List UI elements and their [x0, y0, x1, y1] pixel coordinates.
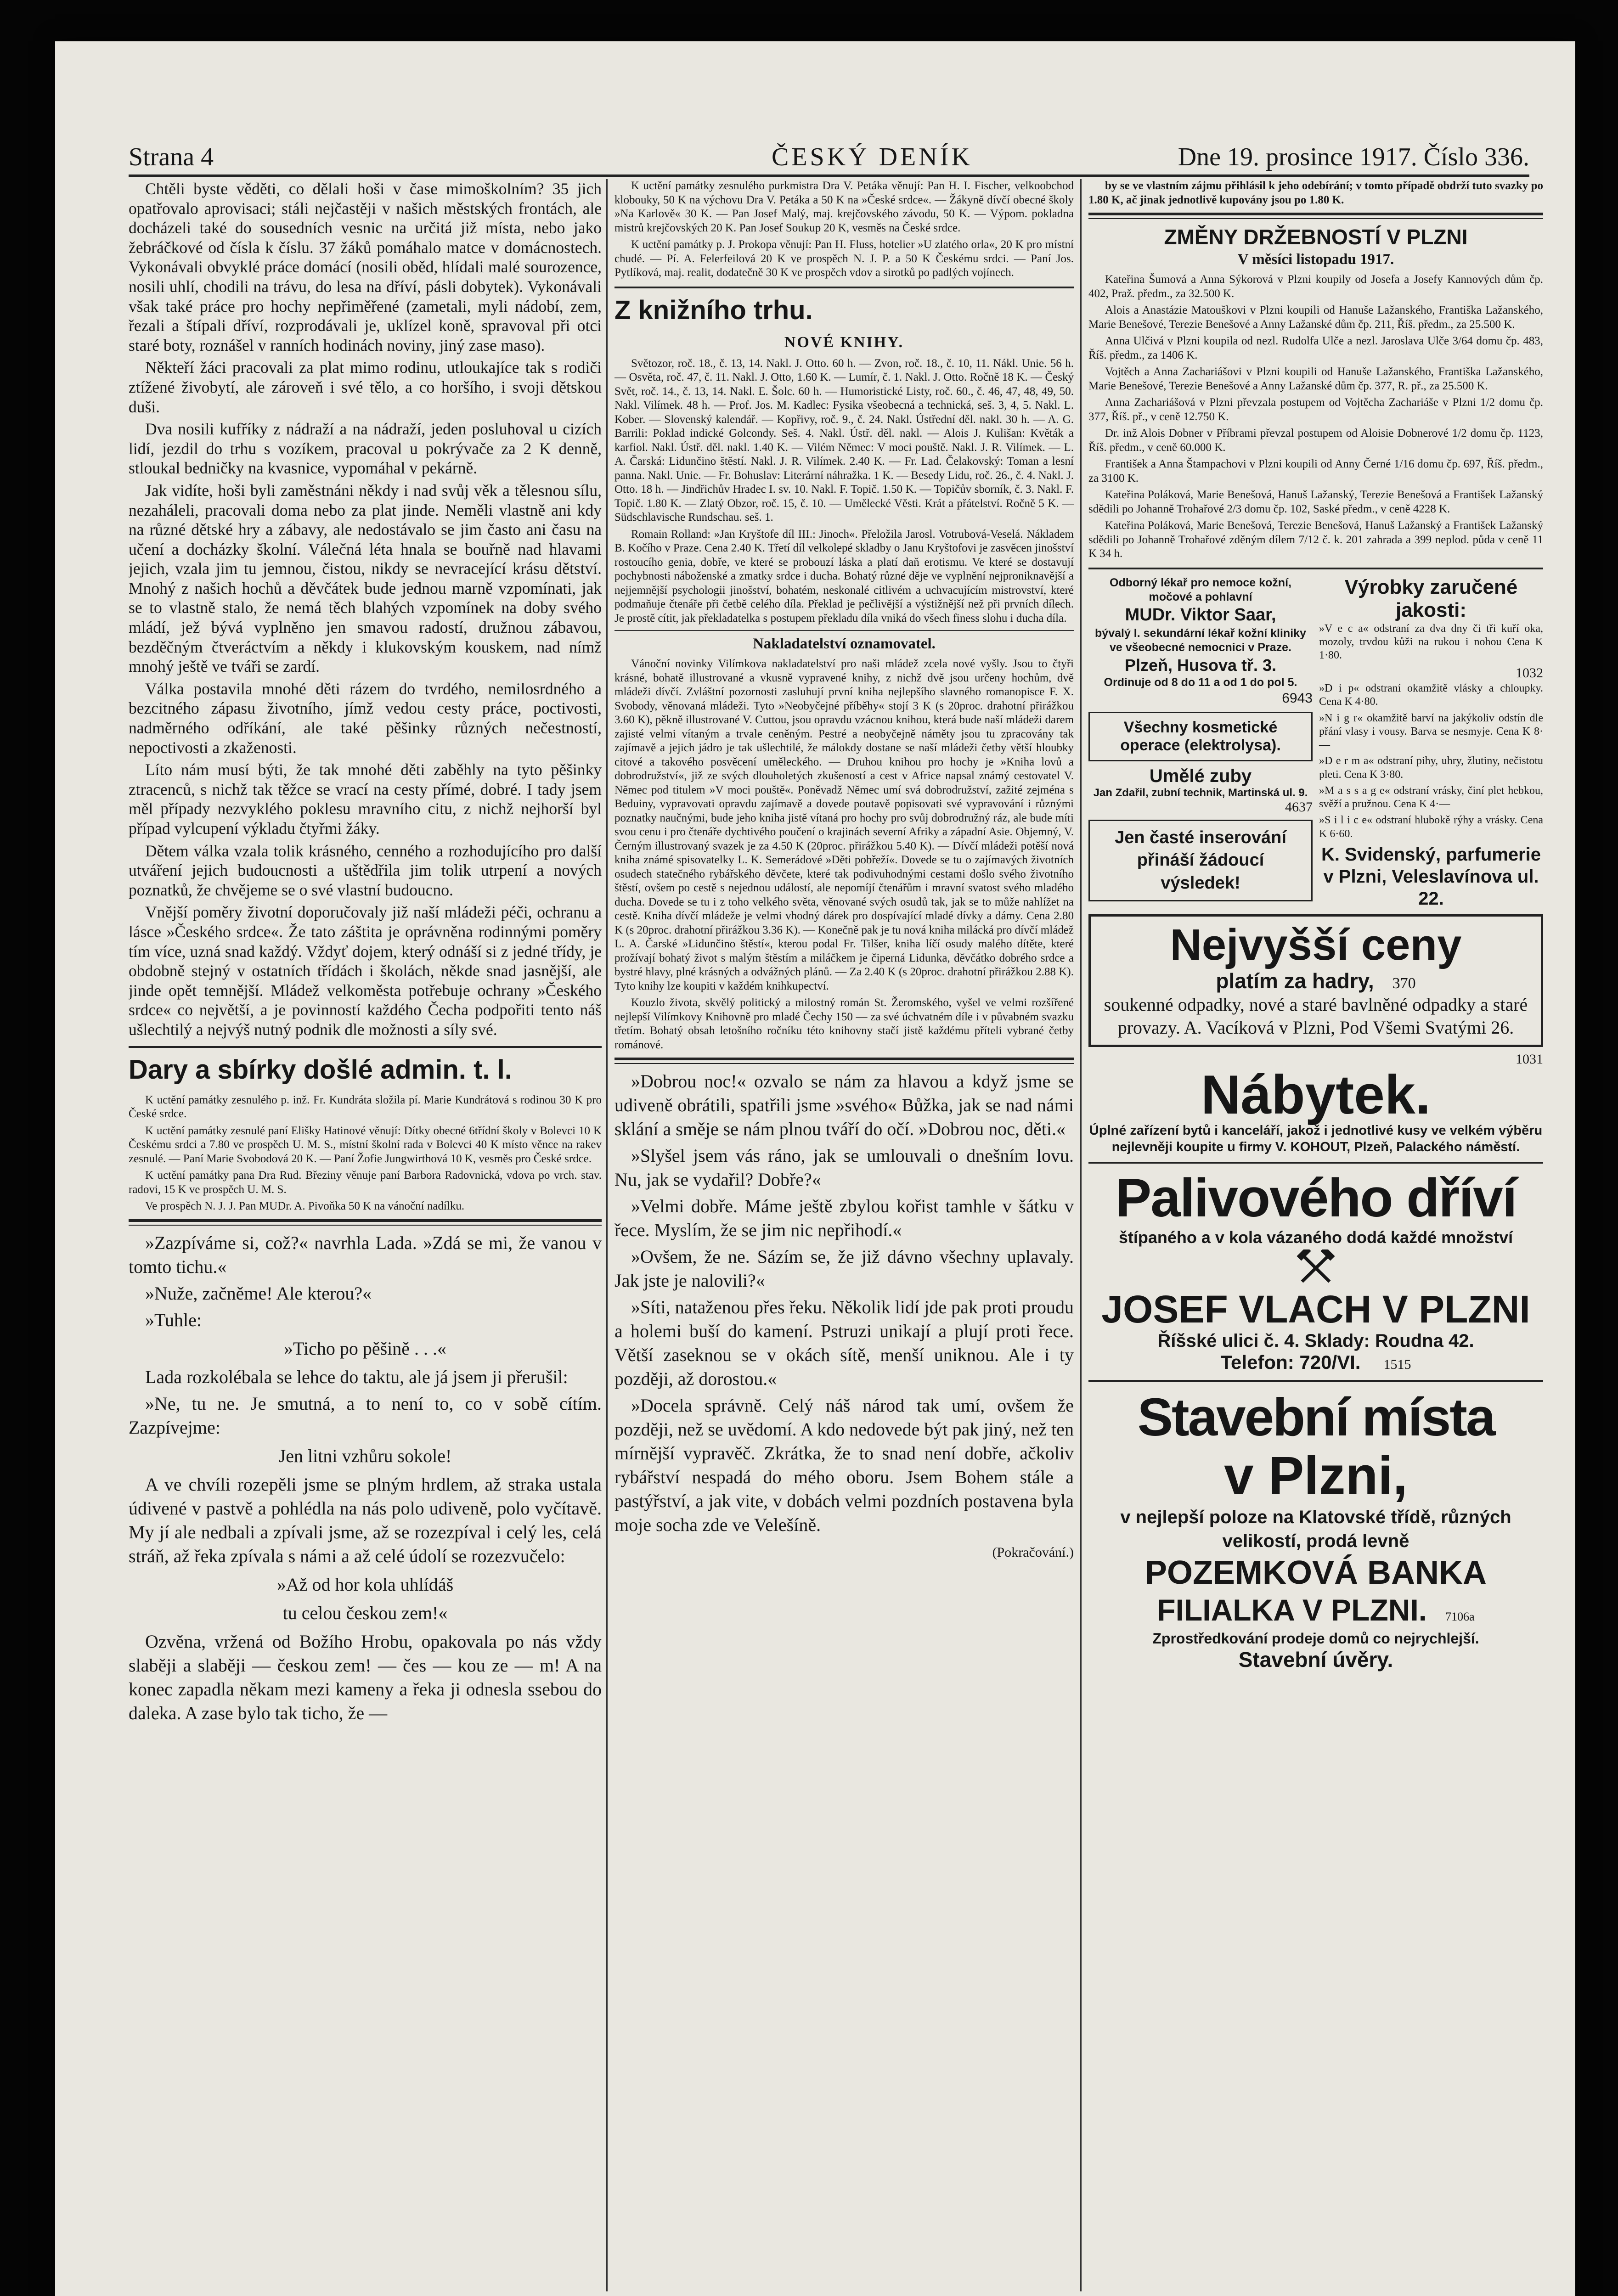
- donation-entry: K uctění památky pana Dra Rud. Březiny věnuje paní Barbora Radovnická, vdova po vrch. stav. radovi, 15 K ve prospěch U. M. S.: [129, 1169, 602, 1196]
- article-paragraph: Líto nám musí býti, že tak mnohé děti zaběhly na tyto pěšinky ztracenců, s nichž tak těžce se vrací na cesty přímé, dobré. I tady jsem měl případy nezvyklého poklesu mravního citu, z nichž nejhorší byl případ vylcupení výkladu čtyřmi žáky.: [129, 760, 602, 838]
- page-number: Strana 4: [129, 143, 214, 171]
- furniture-ad: [1088, 1052, 1543, 1156]
- memorial-donations: [615, 179, 1074, 280]
- story-paragraph: »Docela správně. Celý náš národ tak umí, ovšem že později, než se uvědomí. A kdo nedovede být pak jiný, než ten mírnější vypravěč. Zkrátka, že to snad není dobře, ačkoliv rybářství nespadá do mého oboru. Jsem Bohem stále a pastýřství, a jak vite, v dobách velmi pozdních postavena byla moje socha zde ve Velešíně.: [615, 1395, 1074, 1535]
- firewood-ad: [1088, 1170, 1543, 1373]
- product-item: »N i g r« okamžitě barví na jakýkoliv odstín dle přání vlasy i vousy. Barva se nesmyje. Cena K 8·—: [1319, 712, 1543, 751]
- donation-entry: K uctění památky zesnulého purkmistra Dra V. Petáka věnují: Pan H. I. Fischer, velkoobchod klobouky, 50 K na výchovu Dra V. Petáka a 50 K na »České srdce«. — Žákyně dívčí obecné školy »Na Karlově« 30 K. — Pan Josef Malý, maj. krejčovského závodu, 50 K. — Výpom. pokladna mistrů krejčovských 20 K. Pan Josef Soukup 20 K, vesměs na České srdce.: [615, 180, 1074, 234]
- story-paragraph: »Dobrou noc!« ozvalo se nám za hlavou a když jsme se udiveně obrátili, spatřili jsme »svého« Bůžka, jak se nad námi sklání a směje se nám plnou tváří do očí. »Dobrou noc, děti.«: [615, 1071, 1074, 1139]
- column-1: [129, 179, 602, 2296]
- publisher-heading: Nakladatelství oznamovatel.: [753, 636, 936, 652]
- issue-date: Dne 19. prosince 1917. Číslo 336.: [1178, 143, 1529, 171]
- ownership-entry: Vojtěch a Anna Zachariášovi v Plzni koupili od Hanuše Lažanského, Františka Lažanského, Marie Benešové, Terezie Benešové a Anny Lažanské dům čp. 377, R. př., za 25.500 K.: [1088, 366, 1543, 392]
- publisher-notices: [615, 657, 1074, 1052]
- bank-name: POZEMKOVÁ BANKA: [1144, 1554, 1487, 1591]
- article-paragraph: Chtěli byste věděti, co dělali hoši v čase mimoškolním? 35 jich opatřovalo aprovisaci; stáli nejčastěji v našich městských frontách, ale docházeli také do sousedních vesnic na určitá již místa, nebo jako žebráčkové od čísla k číslu. 37 žáků pomáhalo matce v domácnostech. Vykonávali obvyklé práce domácí (nosili oběd, hlídali malé sourozence, nosili uhlí, chodili na trávu, do lesa na dříví, pásli dobytek). Vykonávali však také práce pro hochy nepřiměřené (zametali, myli nádobí, zem, řezali a štípali dříví, rozprodávali je, uklízel koně, spravoval při otci staré boty, roznášel v ranních hodinách noviny, jiný zase maso).: [129, 180, 602, 355]
- doctor-ad-line: Odborný lékař pro nemoce kožní, močové a pohlavní: [1110, 576, 1291, 603]
- dentures-title: Umělé zuby: [1149, 765, 1252, 786]
- donations-heading: Dary a sbírky došlé admin. t. l.: [129, 1054, 512, 1085]
- article-paragraph: Někteří žáci pracovali za plat mimo rodinu, utloukajíce tak s rodiči ztížené živobytí, ale zároveň i své tělo, a co horšího, i svoji dětskou duši.: [129, 358, 602, 416]
- doctor-name: MUDr. Viktor Saar,: [1125, 605, 1276, 625]
- column-3: [1088, 179, 1543, 2296]
- plots-title-city: v Plzni,: [1224, 1446, 1408, 1506]
- advertising-ad: Jen časté inserování přináší žádoucí výsledek!: [1088, 820, 1313, 901]
- crossed-hammers-icon: [1295, 1249, 1336, 1286]
- ad-row: [1088, 576, 1543, 910]
- ownership-entry: Anna Zachariášová v Plzni převzala postupem od Vojtěcha Zachariáše v Plzni 1/2 domu čp. 377, Říš. př., v ceně 12.750 K.: [1088, 396, 1543, 423]
- article-paragraph: Jak vidíte, hoši byli zaměstnáni někdy i nad svůj věk a tělesnou sílu, nezaháleli, pracovali doma nebo za plat jinde. Neměli vlastně ani kdy na různé dětské hry a zábavy, ale nedostávalo se jim často ani času na učení a docházky školní. Válečná léta hnala se bouřně nad hlavami jejich, vzala jim tu jemnou, čistou, nikdy se nevracející krásu dětství. Mnohý z našich hochů a děvčátek bude jednou marně vzpomínati, jak se to vlastně stalo, že nemá těch blahých vzpomínek na doby svého mládí, jež bývá vyplněno jen smavou radostí, družnou zábavou, bezděčným čtveráctvím a někdy i klukovským kouskem, nad nímž mnohý ještě ve tváři se zardí.: [129, 481, 602, 676]
- story-paragraph: »Ne, tu ne. Je smutná, a to není to, co v sobě cítím. Zazpívejme:: [129, 1393, 602, 1438]
- story-paragraph: »Síti, nataženou přes řeku. Několik lidí jde pak proti proudu a holemi buší do kamení. Pstruzi unikají a plují proti řece. Větší zaseknou se v okách sítě, menší uniknou. Ale i ty později, až dorostou.«: [615, 1297, 1074, 1389]
- plots-title: Stavební místa: [1137, 1387, 1494, 1447]
- story-paragraph: »Nuže, začněme! Ale kterou?«: [145, 1283, 372, 1304]
- product-item: »V e c a« odstraní za dva dny či tři kuří oka, mozoly, trvdou kůži na rukou i nohou Cena K 1·80.: [1319, 622, 1543, 662]
- doctor-ad: [1088, 576, 1313, 707]
- column-rule-2: [1080, 179, 1082, 2291]
- feuilleton-divider: [615, 1058, 1074, 1064]
- song-line: »Až od hor kola uhlídáš: [276, 1574, 454, 1595]
- books-paragraph: Světozor, roč. 18., č. 13, 14. Nakl. J. Otto. 60 h. — Zvon, roč. 18., č. 10, 11. Nákl. Unie. 56 h. — Osvěta, roč. 47, č. 11. Nakl. J. Otto, 1.60 K. — Lumír, č. 1. Nakl. J. Otto. Ročně 18 K. — Český Svět, roč. 14., č. 13, 14. Nakl. E. Šolc. 60 h. — Humoristické Listy, roč. 60., č. 46, 47, 48, 49, 50. Nakl. Vilímek. 48 h. — Prof. Jos. M. Kadlec: Fysika všeobecná a technická, seš. 3, 4, 5. Nakl. L. Kober. — Slovenský kalendář. — Kopřivy, roč. 9., č. 24. Nakl. Ústřední děl. nakl. 30 h. — A. G. Barrili: Poklad indické Golcondy. Seš. 4. Nakl. Ústř. děl. nakl. — Alois J. Kulišan: Květák a karfiol. Nakl. Ústř. děl. nakl. 1.40 K. — Vilém Němec: V moci pouště. Nakl. J. R. Vilímek. — L. A. Čarská: Lidunčino štěstí. Nakl. J. R. Vilímek. 2.40 K. — Fr. Lad. Čelakovský: Toman a lesní panna. Nakl. Unie. — Fr. Bohuslav: Literární náhražka. 1 K. — Besedy Lidu, roč. 26., č. 4. Nakl. J. Otto. 18 h. — Jindřichův Hradec I. sv. 10. Nakl. F. Topič. 1.50 K. — Topičův sborník, č. 3. Nakl. F. Topič. 1.80 K. — Zlatý Obzor, roč. 15, č. 10. — Umělecké Věsti. Krát a přátelství. Ročně 5 K. — Südschlavische Rundschau. seš. 1.: [615, 357, 1074, 523]
- book-market-heading: Z knižního trhu.: [615, 295, 813, 325]
- product-item: »M a s s a g e« odstraní vrásky, činí plet hebkou, svěží a pružnou. Cena K 4·—: [1319, 784, 1543, 810]
- feuilleton-divider: [129, 1219, 602, 1226]
- products-vendor: K. Svidenský, parfumerie v Plzni, Veleslavínova ul. 22.: [1321, 844, 1541, 909]
- ownership-subheading: V měsíci listopadu 1917.: [1237, 251, 1394, 268]
- doctor-address: Plzeň, Husova tř. 3.: [1124, 656, 1277, 675]
- ownership-entry: Dr. inž Alois Dobner v Příbrami převzal postupem od Aloisie Dobnerové 1/2 domu čp. 1123, Říš. předm., v ceně 60.000 K.: [1088, 427, 1543, 454]
- divider: [615, 630, 1074, 631]
- story-paragraph: »Slyšel jsem vás ráno, jak se umlouvali o dnešním lovu. Nu, jak se vydařil? Dobře?«: [615, 1145, 1074, 1190]
- ad-code: 1515: [1383, 1356, 1411, 1372]
- dentures-text: Jan Zdařil, zubní technik, Martinská ul. 9.: [1093, 786, 1308, 799]
- story-paragraph: »Zazpíváme si, což?« navrhla Lada. »Zdá se mi, že vanou v tomto tichu.«: [129, 1232, 602, 1277]
- rags-ad: [1088, 914, 1543, 1047]
- plots-footer: Zprostředkování prodeje domů co nejrychlejší.: [1152, 1630, 1479, 1647]
- donation-entry: K uctění památky zesnulé paní Elišky Hatinové věnují: Dítky obecné 6třídní školy v Bolevci 10 K Českému srdci a 7.80 ve prospěch U. M. S., místní školní rada v Bolevci 40 K místo věnce na rakev zesnulé. — Paní Marie Svobodová 20 K. — Paní Žofie Jungwirthová 10 K, vesměs pro České srdce.: [129, 1124, 602, 1165]
- donation-entry: K uctění památky p. J. Prokopa věnují: Pan H. Fluss, hotelier »U zlatého orla«, 20 K pro místní chudé. — Pí. A. Felerfeilová 20 K ve prospěch N. J. P. a 50 K Českému srdci. — Paní Jos. Pytlíková, maj. realit, dodatečně 30 K ve prospěch vdov a sirotků po padlých vojínech.: [615, 238, 1074, 279]
- donation-entry: K uctění památky zesnulého p. inž. Fr. Kundráta složila pí. Marie Kundrátová s rodinou 30 K pro České srdce.: [129, 1093, 602, 1120]
- firewood-subtitle: štípaného a v kola vázaného dodá každé množství: [1118, 1228, 1513, 1247]
- story-paragraph: Lada rozkolébala se lehce do taktu, ale já jsem ji přerušil:: [145, 1366, 568, 1387]
- ownership-entry: František a Anna Štampachovi v Plzni koupili od Anny Černé 1/16 domu čp. 697, Říš. předm., za 3100 K.: [1088, 458, 1543, 484]
- story-paragraph: Ozvěna, vržená od Božího Hrobu, opakovala po nás vždy slaběji a slaběji — českou zem! — čes — kou ze — m! A na konec zapadla někam mezi kameny a řeka ji odnesla ssebou do daleka. A zase bylo tak ticho, že —: [129, 1631, 602, 1723]
- firewood-address: Říšské ulici č. 4. Sklady: Roudna 42.: [1157, 1330, 1474, 1351]
- feuilleton: [129, 1231, 602, 1725]
- plots-credit: Stavební úvěry.: [1238, 1648, 1393, 1672]
- ownership-list: [1088, 273, 1543, 561]
- divider: [1088, 1380, 1543, 1382]
- article-paragraph: Dětem válka vzala tolik krásného, cenného a rozhodujícího pro další utváření jejich budoucnosti a uštědřila jim tolik utrpení a nových poznatků, že chvějeme se o své vlastní budoucno.: [129, 841, 602, 899]
- new-books-list: [615, 357, 1074, 626]
- divider: [1088, 213, 1543, 219]
- firewood-phone: Telefon: 720/VI.: [1220, 1351, 1361, 1373]
- song-line: »Ticho po pěšině . . .«: [283, 1338, 447, 1359]
- ownership-entry: Kateřina Šumová a Anna Sýkorová v Plzni koupily od Josefa a Josefy Kannových dům čp. 402, Praž. předm., za 32.500 K.: [1088, 273, 1543, 300]
- rags-text: soukenné odpadky, nové a staré bavlněné odpadky a staré provazy. A. Vacíková v Plzni, Pod Všemi Svatými 26.: [1104, 994, 1528, 1038]
- divider: [1088, 1162, 1543, 1164]
- furniture-title: Nábytek.: [1201, 1064, 1431, 1125]
- new-books-heading: NOVÉ KNIHY.: [784, 333, 904, 351]
- story-paragraph: A ve chvíli rozepěli jsme se plným hrdlem, až straka ustala údivené v pastvě a pohlédla na nás polo udiveně, polo vyčítavě. My jí ale nedbali a zpívali jsme, až se rozezpíval i celý les, celá stráň, až řeka zpívala s námi a až celé údolí se rozezvučelo:: [129, 1474, 602, 1566]
- cosmetics-ad: Všechny kosmetické operace (elektrolysa).: [1088, 712, 1313, 761]
- ad-code: 6943: [1282, 691, 1313, 706]
- publisher-paragraph: Kouzlo života, skvělý politický a milostný román St. Žeromského, vyšel ve velmi rozšířené nejlepší Vilímkovy Knihovně pro mladé Čechy 150 — za své úchvatném díle i v půvabném svazku třetím. Bohatý obsah letošního ročníku této knihovny stačí jistě každému příteli vybrané četby románové.: [615, 996, 1074, 1051]
- ownership-entry: Alois a Anastázie Matouškovi v Plzni koupili od Hanuše Lažanského, Františka Lažanského, Marie Benešové, Terezie Benešové a Anny Lažanské dům čp. 211, Říš. předm., za 25.500 K.: [1088, 304, 1543, 331]
- firewood-firm: JOSEF VLACH V PLZNI: [1101, 1288, 1530, 1331]
- feuilleton-continuation: [615, 1069, 1074, 1561]
- article-paragraph: Vnější poměry životní doporučovaly již naší mládeži péči, ochranu a lásce »Českého srdce«. Že tato záštita je oprávněna rodinnými poměry tím více, uzná snad každý. Vždyť dojem, který odnáší si z jedné třídy, je obdobně stejný v ostatních třídách i školách, někde snad jasnější, ale jinde opět temnější. Mládež velkoměsta potřebuje ochrany »Českého srdce« co největší, a je povinností každého Čecha podpořiti tento náš ušlechtilý a nejvýš nutný podnik dle možnosti a síly své.: [129, 903, 602, 1039]
- donations-list: [129, 1093, 602, 1214]
- product-item: »D e r m a« odstraní pihy, uhry, žlutiny, nečistotu pleti. Cena K 3·80.: [1319, 755, 1543, 781]
- ad-code: 7106a: [1445, 1610, 1475, 1624]
- plots-text: v nejlepší poloze na Klatovské třídě, různých velikostí, prodá levně: [1120, 1507, 1511, 1551]
- column-rule-1: [606, 179, 608, 2291]
- ad-code: 4637: [1285, 799, 1313, 815]
- ownership-heading: ZMĚNY DRŽEBNOSTÍ V PLZNI: [1164, 225, 1468, 249]
- products-ad: [1319, 576, 1543, 910]
- story-paragraph: »Tuhle:: [145, 1309, 202, 1330]
- story-paragraph: »Ovšem, že ne. Sázím se, že již dávno všechny uplavaly. Jak jste je nalovili?«: [615, 1246, 1074, 1291]
- doctor-hours: Ordinuje od 8 do 11 a od 1 do pol 5.: [1104, 676, 1297, 689]
- ownership-entry: Kateřina Poláková, Marie Benešová, Hanuš Lažanský, Terezie Benešová a František Lažanský sdědili po Johanně Trohařové 2/3 domu čp. 102, Saské předm., v ceně 4228 K.: [1088, 489, 1543, 515]
- product-item: »S i l i c e« odstraní hlubokě rýhy a vrásky. Cena K 6·60.: [1319, 814, 1543, 840]
- ad-code: 1032: [1516, 665, 1543, 681]
- rags-title: Nejvyšší ceny: [1170, 920, 1462, 969]
- doctor-ad-line: bývalý I. sekundární lékař kožní kliniky ve všeobecné nemocnici v Praze.: [1095, 626, 1306, 654]
- column-2: [615, 179, 1074, 2296]
- divider: [1088, 568, 1543, 569]
- article-paragraph: Válka postavila mnohé děti rázem do tvrdého, nemilosrdného a bezcitného zápasu životního, jímž vedou cesty práce, poctivosti, nadměrného odříkání, ale také pěšinky různých nečestností, nepoctivosti a zkaženosti.: [129, 679, 602, 757]
- firewood-title: Palivového dříví: [1115, 1168, 1517, 1229]
- ad-left-stack: [1088, 576, 1313, 910]
- to-be-continued: (Pokračování.): [992, 1545, 1074, 1560]
- notice-paragraph: by se ve vlastním zájmu přihlásil k jeho odebírání; v tomto případě obdrží tuto svazky po 1.80 K, ač jinak jednotlivě kupovány jsou po 1.80 K.: [1088, 180, 1543, 206]
- ad-code: 370: [1392, 974, 1416, 992]
- rags-subtitle: platím za hadry,: [1216, 968, 1374, 993]
- ad-code: 1031: [1516, 1051, 1543, 1067]
- page-header: [129, 133, 1529, 177]
- publisher-paragraph: Vánoční novinky Vilímkova nakladatelství pro naši mládež zcela nové vyšly. Jsou to čtyři krásné, bohatě illustrované a vkusně vypravené knihy, z nichž dvě jsou určeny hochům, dvě mládeži dívčí. Zvláštní pozornosti zasluhují první kniha nejlepšího slavného romanopisce F. X. Svobody, věnovaná mládeži. Tyto »Neobyčejné příběhy« stojí 3 K (s 20proc. drahotní přirážkou 3.60 K), pěkně illustrované V. Cuttou, jsou opravdu vzácnou knihou, která bude naší mládeži darem zajisté velmi vítaným a trvale ceněným. Pestré a neobyčejně náměty jsou tu zpracovány tak zajímavě a jejich jádro je tak ušlechtilé, že málokdy dostane se naší mládeži četby větší hloubky citové a takového posvěcení uměleckého. — Druhou knihou pro hochy je »Kniha lovů a dobrodružství«, již ze svých dlouholetých zkušeností a cest v Africe napsal známý cestovatel V. Němec pod titulem »V moci pouště«. Poněvadž Němec umí svá dobrodružství, zažité zejména s Beduiny, vypravovati opravdu zajímavě a dovede poutavě popisovati své vypravování i různými poznatky naučnými, bude jeho kniha jistě vítaná pro hochy pro svůj dobrodružný ráz, ale bude míti svou cenu i pro čtenáře dychtivého poučení o krajinách severní Afriky a západní Asie. Objemný, V. Černým illustrovaný svazek je za 4.50 K (20proc. přirážkou 5.40 K). — Dívčí mládeži potěší nová kniha známé spisovatelky L. K. Semerádové »Děti pobřeží«. Dovede se tu o zajímavých životních osudech statečného rybářského děvčete, které tak podivuhodnými cestami došlo svého životního štěstí, ovšem po cestě s nejednou událostí, ale nepomíjí čtenářům i mravní svatost svého mladého ducha. Dovede se tu i z toho velkého světa, věnované svých osudů tak, jak se to může nahlížet na cestě. Kniha dívčí mládeže je velmi vhodný dárek pro dospívající mladé dívky a dámy. Cena 2.80 K (s 20proc. drahotní přirážkou 3.36 K). — Konečně pak je tu nová kniha milácká pro dívčí mládež L. A. Čarské »Lidunčino štěstí«, kterou podal Fr. Tilšer, kniha líčí osudy malého dítěte, které prožívají bohatý život s malým štěstím a miláčkem je čiperná Lidunka, děvčátko dobrého srdce a bystré hlavy, plné krásných a odvážných plánů. — Za 2.40 K (s 20proc. drahotní přirážkou 2.88 K). Tyto knihy lze koupiti v každém knihkupectví.: [615, 658, 1074, 992]
- products-title: Výrobky zaručené jakosti:: [1344, 575, 1518, 622]
- books-paragraph: Romain Rolland: »Jan Kryštofe díl III.: Jinoch«. Přeložila Jarosl. Votrubová-Veselá. Nákladem B. Kočího v Praze. Cena 2.40 K. Třetí díl velkolepé skladby o Janu Kryštofovi je zasvěcen jinošství rostoucího genia, dobře, ve které se probouzí láska a platí daň erotismu. Ve které se dostavují pochybnosti náboženské a zmatky srdce i ducha. Bohatý různé děje ve vyplnění nejproniknavější a nejjemnější psychologii jinošství, bohatém, neskonalé citlivém a uchvacujícím mistrovství, které podmaňuje čtenáře při četbě celého díla. Překlad je pečlivější a výstižnější než při prvních dílech. Je prostě cítit, jak překladatelka s postupem překladu díla vniká do všech finess slohu i ducha díla.: [615, 528, 1074, 625]
- building-plots-ad: [1088, 1388, 1543, 1672]
- school-article: [129, 179, 602, 1040]
- ownership-entry: Anna Ulčivá v Plzni koupila od nezl. Rudolfa Ulče a nezl. Jaroslava Ulče 3/64 domu čp. 483, Říš. předm., za 1406 K.: [1088, 335, 1543, 361]
- bank-branch: FILIALKA V PLZNI.: [1157, 1593, 1427, 1627]
- product-item: »D i p« odstraní okamžitě vlásky a chloupky. Cena K 4·80.: [1319, 682, 1543, 708]
- article-paragraph: Dva nosili kufříky z nádraží a na nádraží, jeden posluhoval u cizích lidí, jezdil do trhu s vozíkem, pracoval u pokrývače za 2 K denně, stloukal bedničky na kvasnice, vypomáhal v pekárně.: [129, 420, 602, 478]
- divider: [129, 1046, 602, 1048]
- ownership-entry: Kateřina Poláková, Marie Benešová, Terezie Benešová, Hanuš Lažanský a František Lažanský sdědili po Johanně Trohařové zděným dílem 7/12 č. k. 201 zahrada a 399 neplod. půda v ceně 11 K 34 h.: [1088, 519, 1543, 560]
- song-line: Jen litni vzhůru sokole!: [278, 1445, 452, 1466]
- song-line: tu celou českou zem!«: [282, 1602, 448, 1623]
- newspaper-page: [55, 41, 1575, 2296]
- divider: [615, 287, 1074, 288]
- furniture-text: Úplné zařízení bytů i kanceláří, jakož i jednotlivé kusy ve velkém výběru nejlevněji koupite u firmy V. KOHOUT, Plzeň, Palackého náměstí.: [1089, 1123, 1543, 1155]
- story-paragraph: »Velmi dobře. Máme ještě zbylou kořist tamhle v šátku v řece. Myslím, že se jim nic nepřihodí.«: [615, 1196, 1074, 1240]
- donation-entry: Ve prospěch N. J. J. Pan MUDr. A. Pivoňka 50 K na vánoční nadílku.: [145, 1200, 465, 1213]
- newspaper-name: ČESKÝ DENÍK: [772, 143, 973, 171]
